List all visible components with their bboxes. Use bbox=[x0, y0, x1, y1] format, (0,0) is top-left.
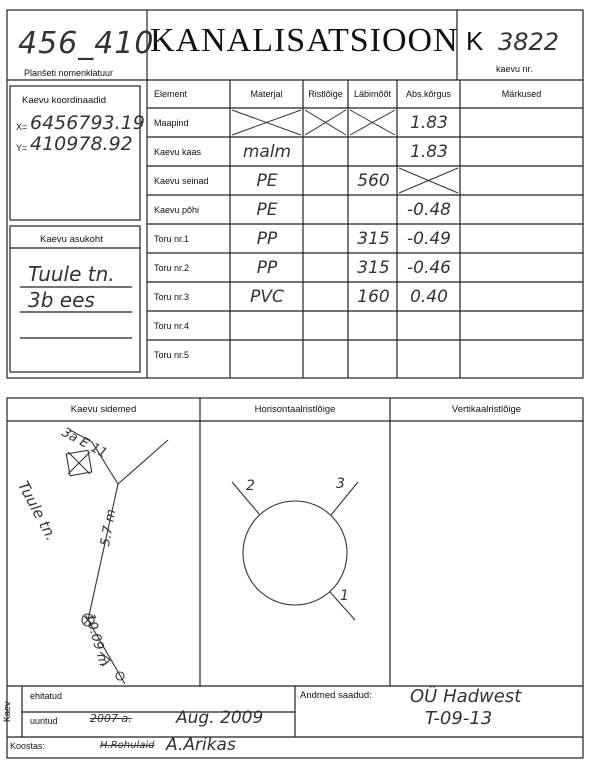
well-number: 3822 bbox=[498, 28, 560, 56]
made-label: Koostas: bbox=[10, 741, 46, 751]
sheet-label: Planšeti nomenklatuur bbox=[24, 68, 114, 78]
made-new: A.Arikas bbox=[166, 735, 236, 755]
location-label: Kaevu asukoht bbox=[40, 234, 103, 245]
x-prefix: X= bbox=[16, 122, 28, 132]
row-element: Toru nr.1 bbox=[154, 233, 190, 244]
row-elevation: -0.49 bbox=[407, 228, 451, 249]
data-ref: T-09-13 bbox=[425, 708, 493, 729]
row-elevation: 1.83 bbox=[410, 112, 448, 133]
data-source: OÜ Hadwest bbox=[410, 686, 522, 707]
row-diameter: 315 bbox=[357, 228, 390, 249]
row-element: Toru nr.2 bbox=[154, 262, 190, 273]
sketch-street: Tuule tn. bbox=[14, 478, 61, 544]
measured-label: uuritud bbox=[30, 716, 58, 726]
row-material: PVC bbox=[250, 286, 284, 307]
row-elevation: -0.46 bbox=[407, 257, 451, 278]
col-header-element: Element bbox=[154, 89, 188, 99]
row-element: Kaevu kaas bbox=[154, 146, 202, 157]
row-element: Kaevu seinad bbox=[154, 175, 209, 186]
sketch-label-top: 3a E 11 bbox=[58, 425, 110, 462]
section-connections: Kaevu sidemed bbox=[70, 404, 137, 415]
sheet-number: 456_410 bbox=[18, 26, 155, 61]
sketch-dist2: 10.09 m bbox=[81, 612, 111, 669]
col-header-elevation: Abs.kõrgus bbox=[405, 89, 452, 99]
location-line2: 3b ees bbox=[28, 288, 95, 312]
row-diameter: 315 bbox=[357, 257, 390, 278]
measured-old: 2007 a. bbox=[90, 712, 132, 725]
row-element: Toru nr.5 bbox=[154, 349, 190, 360]
row-element: Maapind bbox=[154, 117, 189, 128]
well-label: kaevu nr. bbox=[496, 64, 533, 74]
section-vertical: Vertikaalristlõige bbox=[451, 404, 522, 415]
row-elevation: -0.48 bbox=[407, 199, 451, 220]
location-line1: Tuule tn. bbox=[28, 262, 115, 286]
row-material: PE bbox=[256, 199, 278, 220]
col-header-diameter: Läbimõõt bbox=[353, 89, 392, 99]
row-element: Toru nr.3 bbox=[154, 291, 190, 302]
row-elevation: 1.83 bbox=[410, 141, 448, 162]
row-elevation: 0.40 bbox=[410, 286, 448, 307]
row-material: malm bbox=[242, 141, 292, 162]
row-material: PE bbox=[256, 170, 278, 191]
col-header-material: Materjal bbox=[250, 89, 283, 99]
col-header-notes: Märkused bbox=[501, 89, 542, 99]
section-horizontal: Horisontaalristlõige bbox=[254, 404, 336, 415]
row-diameter: 560 bbox=[357, 170, 390, 191]
pipe-label-2: 2 bbox=[246, 478, 255, 494]
row-element: Kaevu põhi bbox=[154, 204, 200, 215]
x-value: 6456793.19 bbox=[30, 112, 145, 134]
row-material: PP bbox=[256, 257, 278, 278]
data-label: Andmed saadud: bbox=[300, 690, 372, 701]
well-prefix: K bbox=[466, 26, 484, 56]
row-element: Toru nr.4 bbox=[154, 320, 190, 331]
measured-new: Aug. 2009 bbox=[176, 708, 264, 728]
row-diameter: 160 bbox=[357, 286, 390, 307]
coordinates-label: Kaevu koordinaadid bbox=[22, 95, 106, 106]
sketch-dist1: 5.7 m bbox=[98, 508, 120, 548]
pipe-label-1: 1 bbox=[340, 588, 349, 604]
y-value: 410978.92 bbox=[30, 133, 133, 155]
built-label: ehitatud bbox=[30, 691, 63, 701]
row-material: PP bbox=[256, 228, 278, 249]
page-title: KANALISATSIOON bbox=[150, 22, 459, 59]
pipe-label-3: 3 bbox=[336, 476, 345, 492]
col-header-cross-section: Ristlõige bbox=[308, 89, 343, 99]
y-prefix: Y= bbox=[16, 143, 28, 153]
footer-side-label: Kaev bbox=[2, 701, 12, 722]
made-old: H.Rohulaid bbox=[100, 740, 155, 751]
